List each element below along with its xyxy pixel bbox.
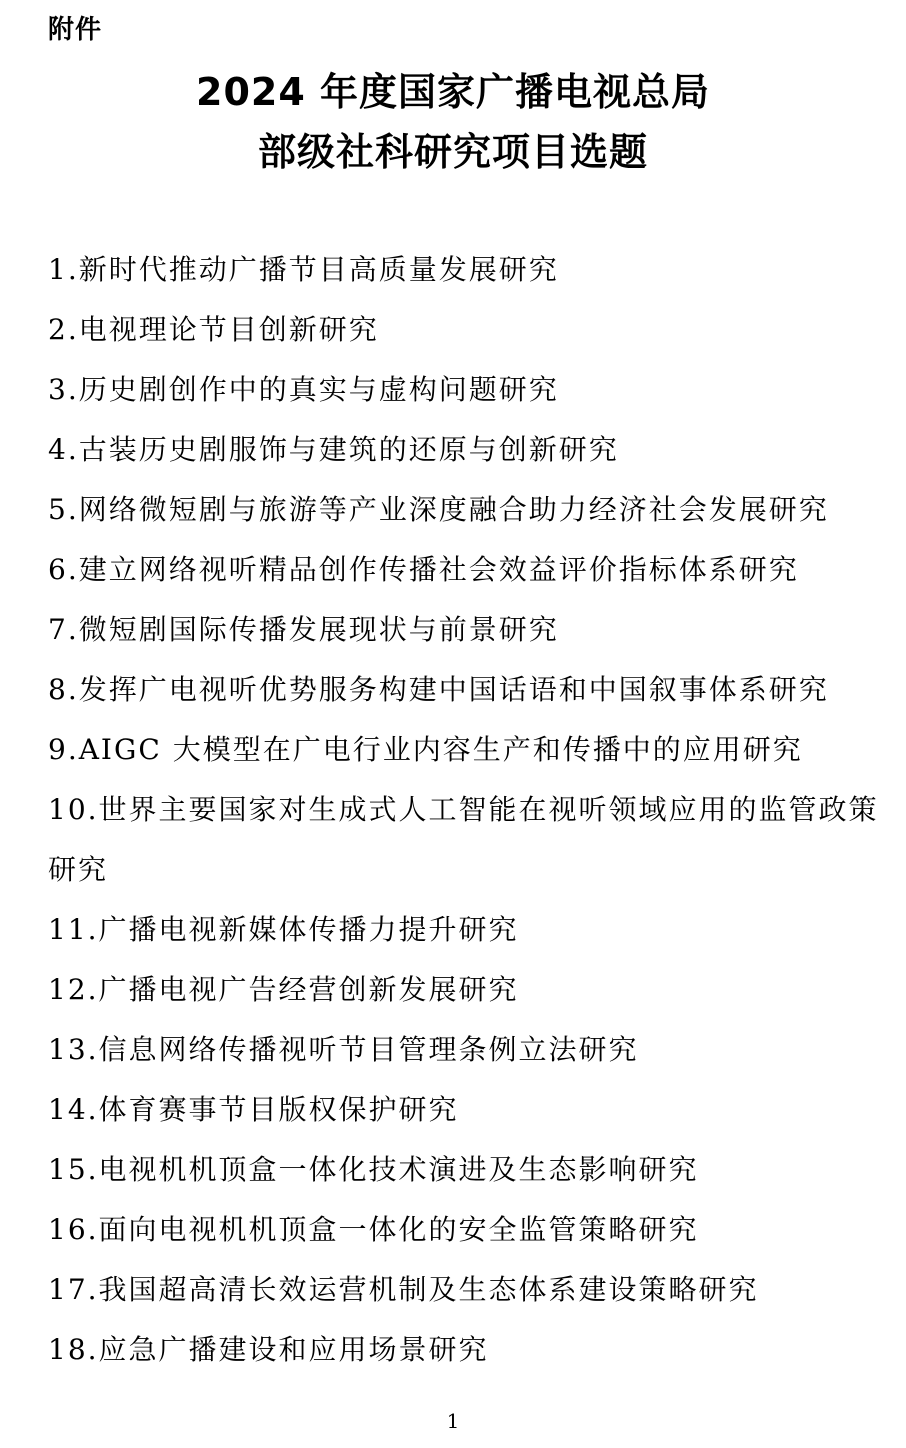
topic-item: 8.发挥广电视听优势服务构建中国话语和中国叙事体系研究 xyxy=(48,673,829,706)
topic-item: 14.体育赛事节目版权保护研究 xyxy=(48,1093,459,1126)
topic-item: 11.广播电视新媒体传播力提升研究 xyxy=(48,913,519,946)
topic-item: 7.微短剧国际传播发展现状与前景研究 xyxy=(48,613,559,646)
topic-item: 18.应急广播建设和应用场景研究 xyxy=(48,1333,489,1366)
topic-item: 2.电视理论节目创新研究 xyxy=(48,313,379,346)
topic-item: 1.新时代推动广播节目高质量发展研究 xyxy=(48,253,559,286)
title-line-2: 部级社科研究项目选题 xyxy=(257,130,648,174)
topic-item: 13.信息网络传播视听节目管理条例立法研究 xyxy=(48,1033,639,1066)
topic-item: 12.广播电视广告经营创新发展研究 xyxy=(48,973,519,1006)
page-number: 1 xyxy=(446,1409,460,1433)
topic-item: 4.古装历史剧服饰与建筑的还原与创新研究 xyxy=(48,433,619,466)
topic-item: 6.建立网络视听精品创作传播社会效益评价指标体系研究 xyxy=(48,553,799,586)
topic-item: 5.网络微短剧与旅游等产业深度融合助力经济社会发展研究 xyxy=(48,493,829,526)
topic-item: 9.AIGC 大模型在广电行业内容生产和传播中的应用研究 xyxy=(48,733,803,766)
title-line-1: 2024 年度国家广播电视总局 xyxy=(196,70,710,114)
attachment-label: 附件 xyxy=(48,15,103,45)
topic-item: 17.我国超高清长效运营机制及生态体系建设策略研究 xyxy=(48,1273,759,1306)
topic-list xyxy=(48,240,886,1380)
document-title xyxy=(0,62,906,182)
topic-item: 3.历史剧创作中的真实与虚构问题研究 xyxy=(48,373,559,406)
topic-item: 16.面向电视机机顶盒一体化的安全监管策略研究 xyxy=(48,1213,699,1246)
topic-item: 10.世界主要国家对生成式人工智能在视听领域应用的监管政策研究 xyxy=(48,793,879,886)
topic-item: 15.电视机机顶盒一体化技术演进及生态影响研究 xyxy=(48,1153,699,1186)
